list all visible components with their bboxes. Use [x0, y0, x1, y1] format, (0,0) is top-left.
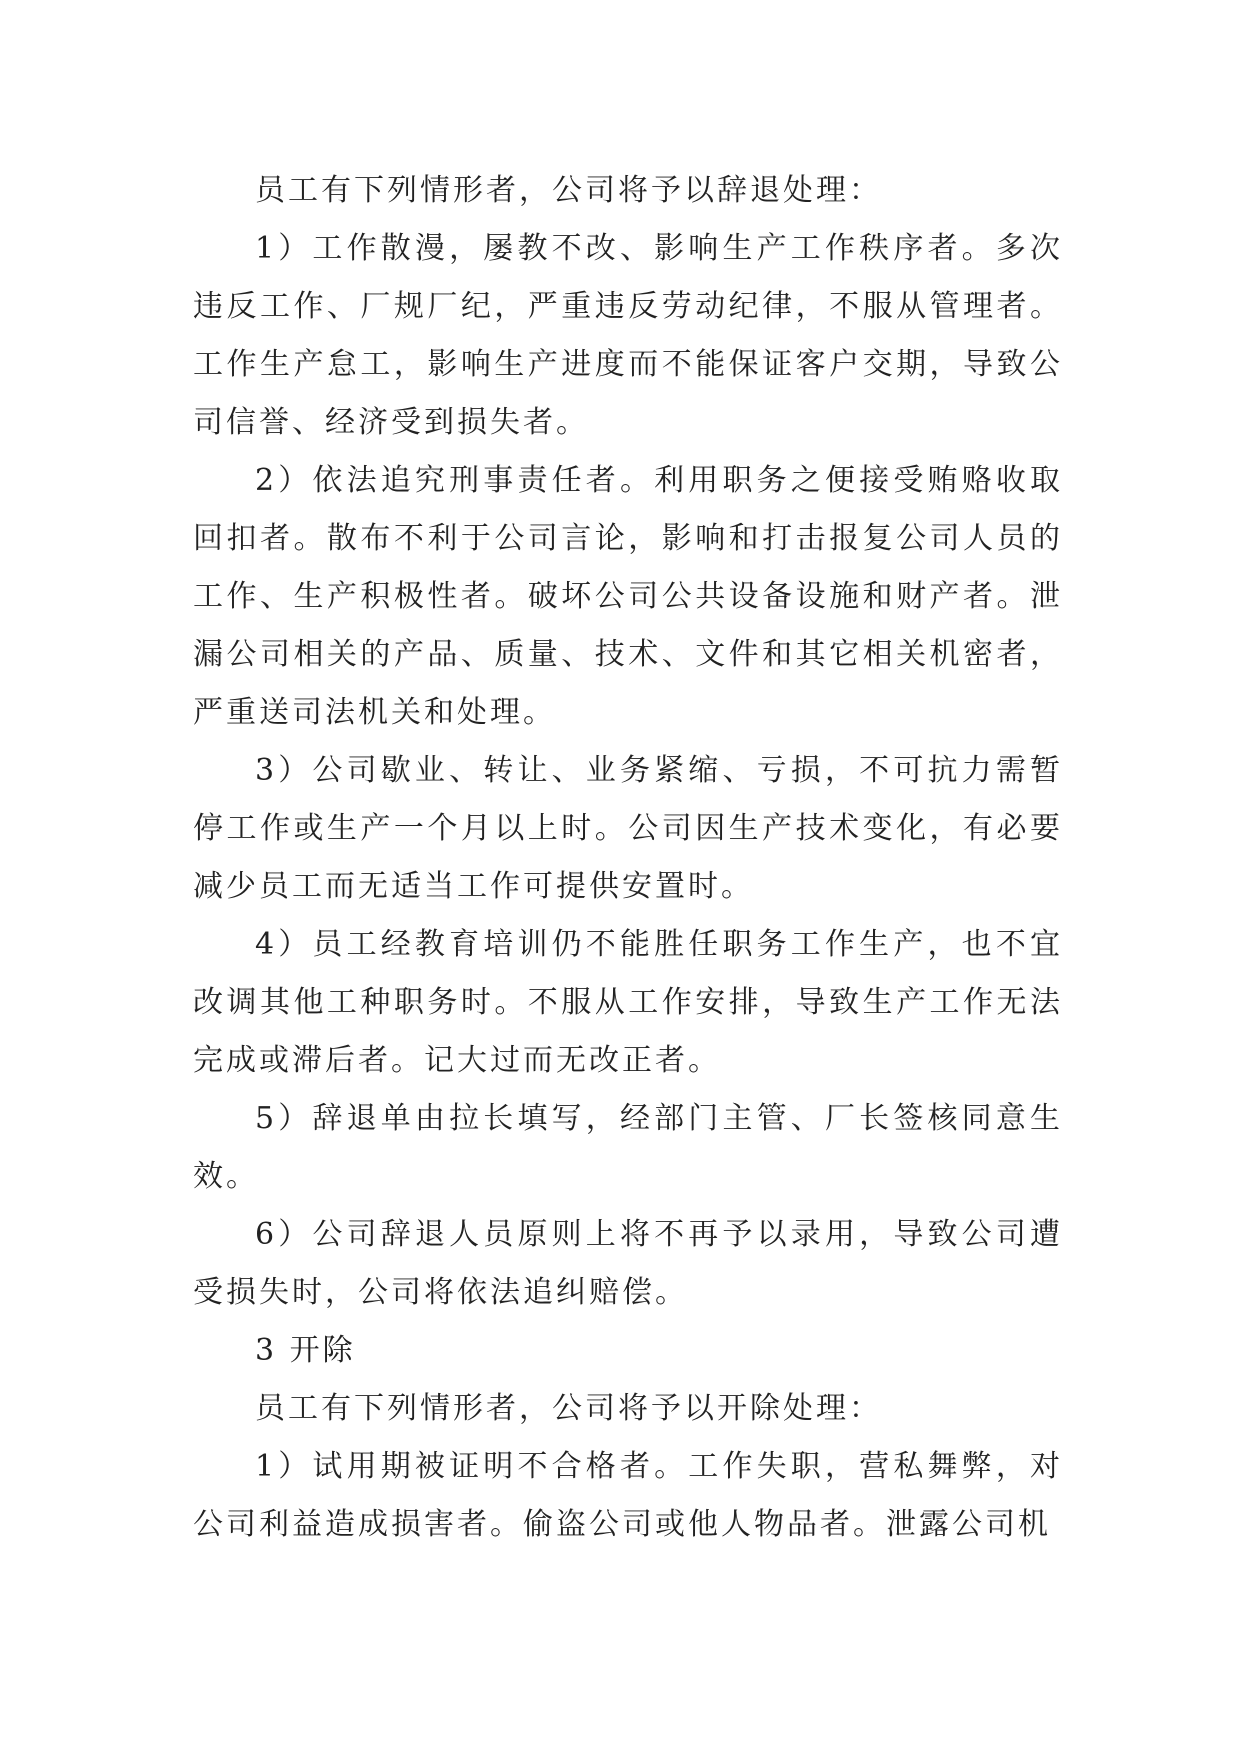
paragraph-expulsion-intro: 员工有下列情形者，公司将予以开除处理：: [255, 1391, 882, 1426]
paragraph-item-3: 3）公司歇业、转让、业务紧缩、亏损，不可抗力需暂停工作或生产一个月以上时。公司因生产技术变化，有必要减少员工而无适当工作可提供安置时。: [193, 753, 1063, 904]
paragraph-item-6: 6）公司辞退人员原则上将不再予以录用，导致公司遭受损失时，公司将依法追纠赔偿。: [193, 1217, 1063, 1310]
section-heading-expulsion: 3 开除: [255, 1333, 356, 1368]
paragraph-item-4: 4）员工经教育培训仍不能胜任职务工作生产，也不宜改调其他工种职务时。不服从工作安排，导致生产工作无法完成或滞后者。记大过而无改正者。: [193, 927, 1063, 1078]
paragraph-item-2: 2）依法追究刑事责任者。利用职务之便接受贿赂收取回扣者。散布不利于公司言论，影响和打击报复公司人员的工作、生产积极性者。破坏公司公共设备设施和财产者。泄漏公司相关的产品、质量、技术、文件和其它相关机密者，严重送司法机关和处理。: [193, 463, 1063, 730]
paragraph-item-5: 5）辞退单由拉长填写，经部门主管、厂长签核同意生效。: [193, 1101, 1063, 1194]
paragraph-item-1: 1）工作散漫，屡教不改、影响生产工作秩序者。多次违反工作、厂规厂纪，严重违反劳动纪律，不服从管理者。工作生产怠工，影响生产进度而不能保证客户交期，导致公司信誉、经济受到损失者。: [193, 231, 1063, 440]
paragraph-dismissal-intro: 员工有下列情形者，公司将予以辞退处理：: [255, 173, 882, 208]
document-body: [193, 162, 1063, 1554]
paragraph-expulsion-item-1: 1）试用期被证明不合格者。工作失职，营私舞弊，对公司利益造成损害者。偷盗公司或他人物品者。泄露公司机: [193, 1449, 1063, 1542]
